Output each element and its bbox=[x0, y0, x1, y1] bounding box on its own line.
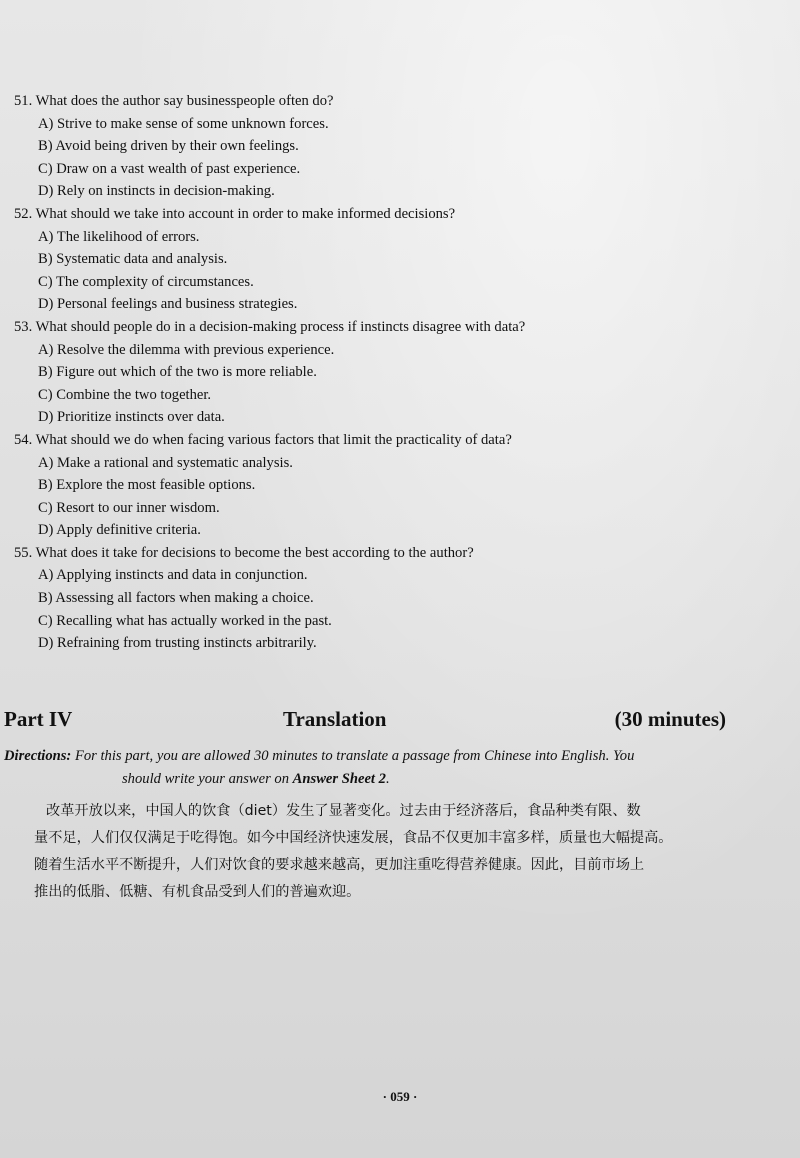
directions-line-1 bbox=[4, 745, 728, 768]
option-d: D) Personal feelings and business strategies. bbox=[38, 296, 298, 313]
question-51 bbox=[14, 90, 774, 203]
option-d: D) Rely on instincts in decision-making. bbox=[38, 183, 275, 200]
part-title: Translation bbox=[283, 707, 387, 731]
question-list bbox=[14, 90, 774, 655]
option-c: C) Draw on a vast wealth of past experience. bbox=[38, 160, 301, 177]
part-header bbox=[4, 705, 726, 733]
directions bbox=[4, 745, 728, 791]
passage-line-3: 随着生活水平不断提升，人们对饮食的要求越来越高，更加注重吃得营养健康。因此，目前市场上 bbox=[34, 857, 645, 873]
directions-line-2 bbox=[4, 768, 728, 791]
option-d: D) Prioritize instincts over data. bbox=[38, 409, 225, 426]
question-55 bbox=[14, 542, 774, 655]
option-c: C) Recalling what has actually worked in the past. bbox=[38, 612, 332, 629]
option-a: A) Resolve the dilemma with previous experience. bbox=[38, 341, 335, 358]
question-stem: 54. What should we do when facing various factors that limit the practicality of data? bbox=[14, 431, 512, 448]
passage-line-2: 量不足，人们仅仅满足于吃得饱。如今中国经济快速发展，食品不仅更加丰富多样，质量也大幅提高。 bbox=[34, 830, 673, 846]
page-number: · 059 · bbox=[382, 1089, 418, 1104]
part-label: Part IV bbox=[4, 707, 73, 731]
directions-text-3: . bbox=[385, 771, 390, 787]
option-c: C) The complexity of circumstances. bbox=[38, 273, 254, 290]
answer-sheet-reference: Answer Sheet 2 bbox=[292, 771, 386, 787]
directions-label: Directions: bbox=[4, 748, 72, 764]
directions-text-2: should write your answer on bbox=[122, 771, 293, 787]
option-b: B) Explore the most feasible options. bbox=[38, 477, 256, 494]
option-d: D) Refraining from trusting instincts arbitrarily. bbox=[38, 635, 317, 652]
passage-line-4: 推出的低脂、低糖、有机食品受到人们的普遍欢迎。 bbox=[34, 884, 361, 900]
option-a: A) Make a rational and systematic analysis. bbox=[38, 454, 293, 471]
option-c: C) Resort to our inner wisdom. bbox=[38, 499, 220, 516]
option-a: A) Strive to make sense of some unknown forces. bbox=[38, 115, 329, 132]
option-b: B) Assessing all factors when making a choice. bbox=[38, 590, 314, 607]
question-stem: 51. What does the author say businesspeople often do? bbox=[14, 93, 334, 109]
option-c: C) Combine the two together. bbox=[38, 386, 212, 403]
question-stem: 52. What should we take into account in order to make informed decisions? bbox=[14, 205, 456, 222]
option-b: B) Figure out which of the two is more reliable. bbox=[38, 364, 317, 381]
option-b: B) Avoid being driven by their own feelings. bbox=[38, 138, 299, 155]
option-d: D) Apply definitive criteria. bbox=[38, 522, 201, 539]
directions-text-1: For this part, you are allowed 30 minutes to translate a passage from Chinese into English. You bbox=[71, 748, 635, 764]
question-stem: 53. What should people do in a decision-making process if instincts disagree with data? bbox=[14, 318, 526, 335]
question-52 bbox=[14, 203, 774, 316]
chinese-passage bbox=[34, 798, 726, 906]
question-stem: 55. What does it take for decisions to become the best according to the author? bbox=[14, 544, 474, 561]
part-time-limit: (30 minutes) bbox=[614, 707, 726, 731]
question-53 bbox=[14, 316, 774, 429]
question-54 bbox=[14, 429, 774, 542]
option-a: A) Applying instincts and data in conjunction. bbox=[38, 567, 308, 584]
passage-line-1: 改革开放以来，中国人的饮食（diet）发生了显著变化。过去由于经济落后，食品种类有限、数 bbox=[46, 803, 641, 819]
option-b: B) Systematic data and analysis. bbox=[38, 251, 228, 268]
option-a: A) The likelihood of errors. bbox=[38, 228, 200, 245]
